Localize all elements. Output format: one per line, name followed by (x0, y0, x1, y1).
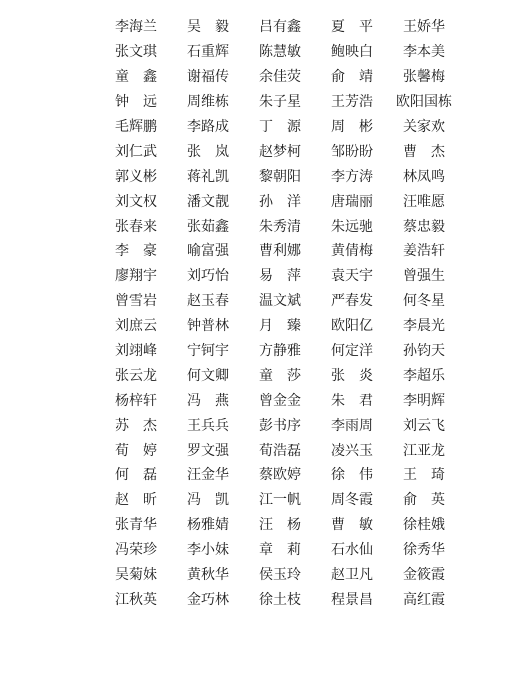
name-cell: 周冬霞 (331, 492, 373, 509)
name-cell: 朱远驰 (331, 218, 373, 235)
name-cell: 程景昌 (331, 591, 373, 608)
name-cell: 蒋礼凯 (187, 168, 229, 185)
name-cell: 杨雅婧 (187, 517, 229, 534)
name-cell: 张 炎 (331, 367, 373, 384)
name-cell: 徐桂娥 (403, 517, 445, 534)
name-cell: 高红霞 (403, 591, 445, 608)
name-cell: 苏 杰 (115, 417, 157, 434)
name-cell: 邹盼盼 (331, 143, 373, 160)
name-cell: 何定洋 (331, 343, 373, 360)
name-cell: 刘仁武 (115, 143, 157, 160)
name-cell: 刘巧怡 (187, 268, 229, 285)
name-cell: 林凤鸣 (403, 168, 445, 185)
name-cell: 王娇华 (403, 19, 445, 36)
name-row (100, 164, 460, 189)
name-cell: 罗文强 (187, 442, 229, 459)
name-cell: 严春发 (331, 293, 373, 310)
name-cell: 徐 伟 (331, 467, 373, 484)
name-cell: 荀 婷 (115, 442, 157, 459)
name-cell: 金巧林 (187, 591, 229, 608)
name-cell: 李方涛 (331, 168, 373, 185)
name-cell: 吴 毅 (187, 19, 229, 36)
name-cell: 朱 君 (331, 392, 373, 409)
name-cell: 张青华 (115, 517, 157, 534)
name-cell: 童 鑫 (115, 69, 157, 86)
name-row (100, 90, 460, 115)
name-cell: 李本美 (403, 44, 445, 61)
name-cell: 孙 洋 (259, 193, 301, 210)
name-cell: 蔡忠毅 (403, 218, 445, 235)
name-cell: 谢福传 (187, 69, 229, 86)
name-cell: 何 磊 (115, 467, 157, 484)
name-cell: 欧阳国栋 (396, 94, 452, 111)
name-cell: 曹 杰 (403, 143, 445, 160)
name-cell: 张 岚 (187, 143, 229, 160)
name-row (100, 314, 460, 339)
name-cell: 刘庶云 (115, 318, 157, 335)
name-cell: 张馨梅 (403, 69, 445, 86)
name-cell: 王芳浩 (331, 94, 373, 111)
name-cell: 吕有鑫 (259, 19, 301, 36)
name-cell: 赵玉春 (187, 293, 229, 310)
name-cell: 金筱霞 (403, 567, 445, 584)
name-cell: 曾强生 (403, 268, 445, 285)
name-cell: 欧阳亿 (331, 318, 373, 335)
name-cell: 喻富强 (187, 243, 229, 260)
name-cell: 王兵兵 (187, 417, 229, 434)
name-row (100, 587, 460, 612)
name-cell: 李超乐 (403, 367, 445, 384)
name-cell: 江亚龙 (403, 442, 445, 459)
name-cell: 黄秋华 (187, 567, 229, 584)
name-cell: 朱秀清 (259, 218, 301, 235)
name-row (100, 289, 460, 314)
name-row (100, 363, 460, 388)
name-cell: 冯荣珍 (115, 542, 157, 559)
name-row (100, 139, 460, 164)
name-cell: 蔡欧婷 (259, 467, 301, 484)
name-row (100, 115, 460, 140)
name-cell: 廖翔宇 (115, 268, 157, 285)
name-cell: 夏 平 (331, 19, 373, 36)
name-cell: 毛辉鹏 (115, 119, 157, 135)
name-cell: 江秋英 (115, 591, 157, 608)
name-cell: 张茹鑫 (187, 218, 229, 235)
name-cell: 易 萍 (259, 268, 301, 285)
name-row (100, 413, 460, 438)
name-row (100, 239, 460, 264)
name-row (100, 339, 460, 364)
name-cell: 李海兰 (115, 19, 157, 36)
name-cell: 汪金华 (187, 467, 229, 484)
name-cell: 何冬星 (403, 293, 445, 310)
name-row (100, 15, 460, 40)
name-cell: 宁钶宇 (187, 343, 229, 360)
name-cell: 曾金金 (259, 392, 301, 409)
name-row (100, 438, 460, 463)
name-row (100, 563, 460, 588)
name-cell: 潘文靓 (187, 193, 229, 210)
name-cell: 何文卿 (187, 367, 229, 384)
name-cell: 刘云飞 (403, 417, 445, 434)
name-cell: 张文琪 (115, 44, 157, 61)
name-cell: 冯 燕 (187, 392, 229, 409)
name-cell: 杨梓轩 (115, 392, 157, 409)
name-cell: 李小妹 (187, 542, 229, 559)
name-row (100, 40, 460, 65)
name-cell: 童 莎 (259, 367, 301, 384)
name-row (100, 214, 460, 239)
name-cell: 关家欢 (403, 119, 445, 135)
name-cell: 汪唯愿 (403, 193, 445, 210)
name-cell: 黄倩梅 (331, 243, 373, 260)
name-cell: 冯 凯 (187, 492, 229, 509)
name-cell: 黎朝阳 (259, 168, 301, 185)
name-cell: 赵卫凡 (331, 567, 373, 584)
name-cell: 江一帆 (259, 492, 301, 509)
name-cell: 石水仙 (331, 542, 373, 559)
name-cell: 余佳荧 (259, 69, 301, 86)
name-cell: 凌兴玉 (331, 442, 373, 459)
name-cell: 刘翊峰 (115, 343, 157, 360)
name-cell: 唐瑞丽 (331, 193, 373, 210)
name-cell: 周 彬 (331, 119, 373, 135)
name-cell: 温文斌 (259, 293, 301, 310)
name-cell: 石重辉 (187, 44, 229, 61)
name-cell: 张云龙 (115, 367, 157, 384)
name-cell: 俞 英 (403, 492, 445, 509)
name-cell: 曹 敏 (331, 517, 373, 534)
name-cell: 丁 源 (259, 119, 301, 135)
name-row (100, 189, 460, 214)
name-cell: 方静雅 (259, 343, 301, 360)
name-cell: 吴菊妹 (115, 567, 157, 584)
name-row (100, 264, 460, 289)
name-cell: 曾雪岩 (115, 293, 157, 310)
name-cell: 王 琦 (403, 467, 445, 484)
name-cell: 姜浩轩 (403, 243, 445, 260)
name-cell: 荀浩磊 (259, 442, 301, 459)
name-cell: 侯玉玲 (259, 567, 301, 584)
name-cell: 汪 杨 (259, 517, 301, 534)
name-cell: 徐土枝 (259, 591, 301, 608)
name-row (100, 513, 460, 538)
name-cell: 徐秀华 (403, 542, 445, 559)
name-cell: 孙钧天 (403, 343, 445, 360)
name-cell: 朱子星 (259, 94, 301, 111)
name-cell: 袁天宇 (331, 268, 373, 285)
name-cell: 赵 昕 (115, 492, 157, 509)
name-row (100, 463, 460, 488)
name-cell: 周维栋 (187, 94, 229, 111)
name-cell: 张春来 (115, 218, 157, 235)
name-cell: 赵梦柯 (259, 143, 301, 160)
name-row (100, 65, 460, 90)
name-cell: 月 臻 (259, 318, 301, 335)
name-cell: 李 豪 (115, 243, 157, 260)
name-row (100, 488, 460, 513)
name-cell: 鲍映白 (331, 44, 373, 61)
name-cell: 李明辉 (403, 392, 445, 409)
name-cell: 彭书序 (259, 417, 301, 434)
name-cell: 李雨周 (331, 417, 373, 434)
name-cell: 钟普林 (187, 318, 229, 335)
name-list-grid (100, 15, 460, 612)
name-cell: 章 莉 (259, 542, 301, 559)
name-cell: 郭义彬 (115, 168, 157, 185)
name-cell: 李晨光 (403, 318, 445, 335)
name-row (100, 538, 460, 563)
name-cell: 李路成 (187, 119, 229, 135)
name-cell: 刘文权 (115, 193, 157, 210)
name-row (100, 388, 460, 413)
name-cell: 陈慧敏 (259, 44, 301, 61)
name-cell: 钟 远 (115, 94, 157, 111)
name-cell: 曹利娜 (259, 243, 301, 260)
name-cell: 俞 靖 (331, 69, 373, 86)
